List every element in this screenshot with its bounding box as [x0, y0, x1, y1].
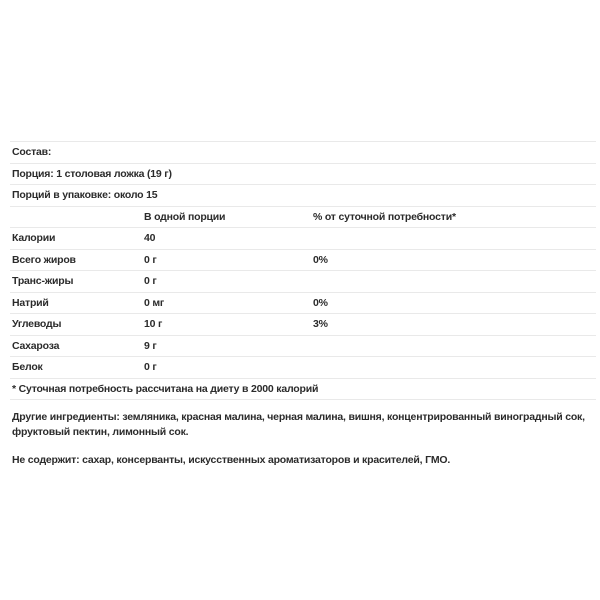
table-header-row: [10, 206, 596, 228]
table-row-composition: [10, 141, 596, 163]
nutrient-name: Сахароза: [12, 339, 60, 352]
column-header-daily-value: % от суточной потребности*: [313, 210, 456, 223]
nutrient-name: Калории: [12, 232, 56, 245]
nutrient-daily-value: 0%: [313, 253, 328, 266]
serving-size-text: Порция: 1 столовая ложка (19 г): [12, 167, 172, 180]
nutrient-name: Углеводы: [12, 318, 62, 331]
nutrient-daily-value: 0%: [313, 296, 328, 309]
table-row-trans-fat: [10, 270, 596, 292]
table-row-total-fat: [10, 249, 596, 271]
nutrient-amount: 0 г: [144, 253, 157, 266]
table-row-protein: [10, 356, 596, 378]
table-row-carbohydrates: [10, 313, 596, 335]
table-row-sucrose: [10, 335, 596, 357]
table-row-calories: [10, 227, 596, 249]
nutrition-facts-table: [10, 141, 596, 400]
nutrient-amount: 0 мг: [144, 296, 165, 309]
nutrient-amount: 10 г: [144, 318, 163, 331]
daily-value-footnote: * Суточная потребность рассчитана на диету в 2000 калорий: [12, 382, 319, 395]
nutrient-amount: 40: [144, 232, 156, 245]
table-row-servings-per-container: [10, 184, 596, 206]
other-ingredients-text: Другие ингредиенты: земляника, красная малина, черная малина, вишня, концентрированный виноградный сок, фруктовый пектин, лимонный сок.: [12, 411, 585, 438]
servings-per-container-text: Порций в упаковке: около 15: [12, 189, 158, 202]
nutrient-name: Белок: [12, 361, 43, 374]
nutrition-facts-section: [10, 141, 596, 468]
nutrient-name: Натрий: [12, 296, 49, 309]
nutrient-amount: 0 г: [144, 361, 157, 374]
nutrient-amount: 9 г: [144, 339, 157, 352]
table-row-sodium: [10, 292, 596, 314]
nutrient-name: Всего жиров: [12, 253, 76, 266]
nutrient-daily-value: 3%: [313, 318, 328, 331]
nutrient-amount: 0 г: [144, 275, 157, 288]
table-row-serving-size: [10, 163, 596, 185]
composition-label: Состав:: [12, 146, 52, 159]
nutrient-name: Транс-жиры: [12, 275, 74, 288]
table-row-footnote: [10, 378, 596, 400]
column-header-per-serving: В одной порции: [144, 210, 226, 223]
free-of-text: Не содержит: сахар, консерванты, искусственных ароматизаторов и красителей, ГМО.: [12, 454, 451, 466]
